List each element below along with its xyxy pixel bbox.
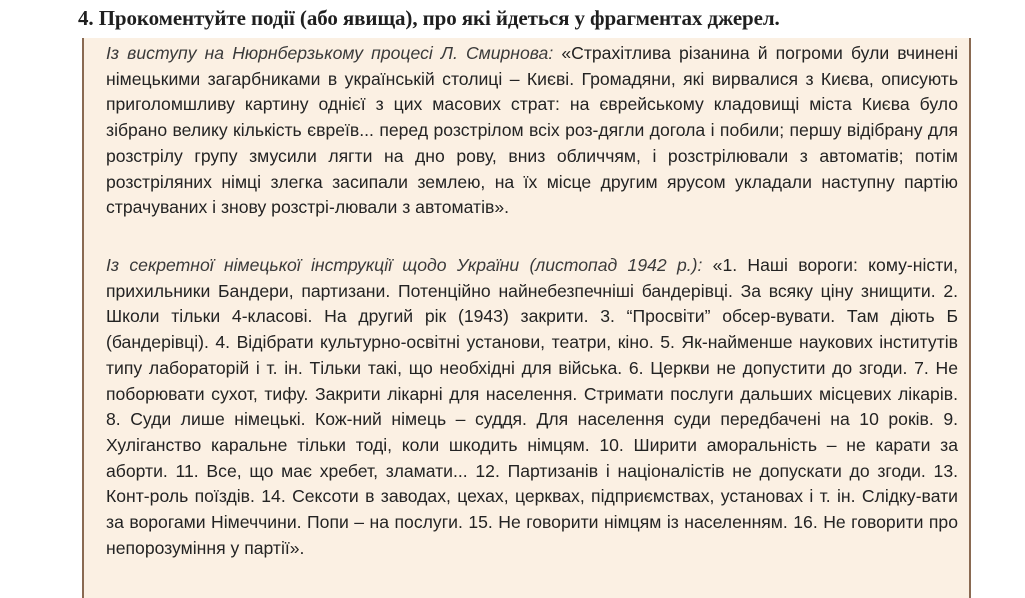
source-attribution: Із секретної німецької інструкції щодо України (листопад 1942 р.):: [106, 255, 703, 275]
source-quote: «Страхітлива різанина й погроми були вчинені німецькими загарбниками в українській столиці – Києві. Громадяни, які вирвалися з Києва, описують приголомшливу картину однієї з цих масових страт: на єврейському кладовищі міста Києва було зібрано велику кількість євреїв... перед розстрілом всіх роз-дягли догола і побили; першу відібрану для розстрілу групу змусили лягти на дно рову, вниз обличчям, і розстрілювали з автоматів; потім розстріляних німці злегка засипали землею, на їх місце другим ярусом укладали наступну партію страчуваних і знову розстрі-лювали з автоматів».: [106, 43, 958, 218]
source-excerpt-instruction: [106, 253, 958, 561]
source-excerpt-nuremberg: [106, 41, 958, 221]
source-attribution: Із виступу на Нюрнберзькому процесі Л. Смирнова:: [106, 43, 554, 63]
source-quote: «1. Наші вороги: кому-ністи, прихильники Бандери, партизани. Потенційно найнебезпечніші бандерівці. За всяку ціну знищити. 2. Школи тільки 4-класові. На другий рік (1943) закрити. 3. “Просвіти” обсер-вувати. Там діють Б (бандерівці). 4. Відібрати культурно-освітні установи, театри, кіно. 5. Як-найменше наукових інститутів типу лабораторій і т. ін. Тільки такі, що необхідні для війська. 6. Церкви не допустити до згоди. 7. Не поборювати сухот, тифу. Закрити лікарні для населення. Стримати послуги дальших місцевих лікарів. 8. Суди лише німецькі. Кож-ний німець – суддя. Для населення суди передбачені на 10 років. 9. Хуліганство каральне тільки тоді, коли шкодить німцям. 10. Ширити аморальність – не карати за аборти. 11. Все, що має хребет, зламати... 12. Партизанів і націоналістів не допускати до згоди. 13. Конт-роль поїздів. 14. Сексоти в заводах, цехах, церквах, підприємствах, установах і т. ін. Слідку-вати за ворогами Німеччини. Попи – на послуги. 15. Не говорити німцям із населенням. 16. Не говорити про непорозуміння у партії».: [106, 255, 958, 558]
task-heading: 4. Прокоментуйте події (або явища), про які йдеться у фрагментах джерел.: [78, 6, 780, 30]
